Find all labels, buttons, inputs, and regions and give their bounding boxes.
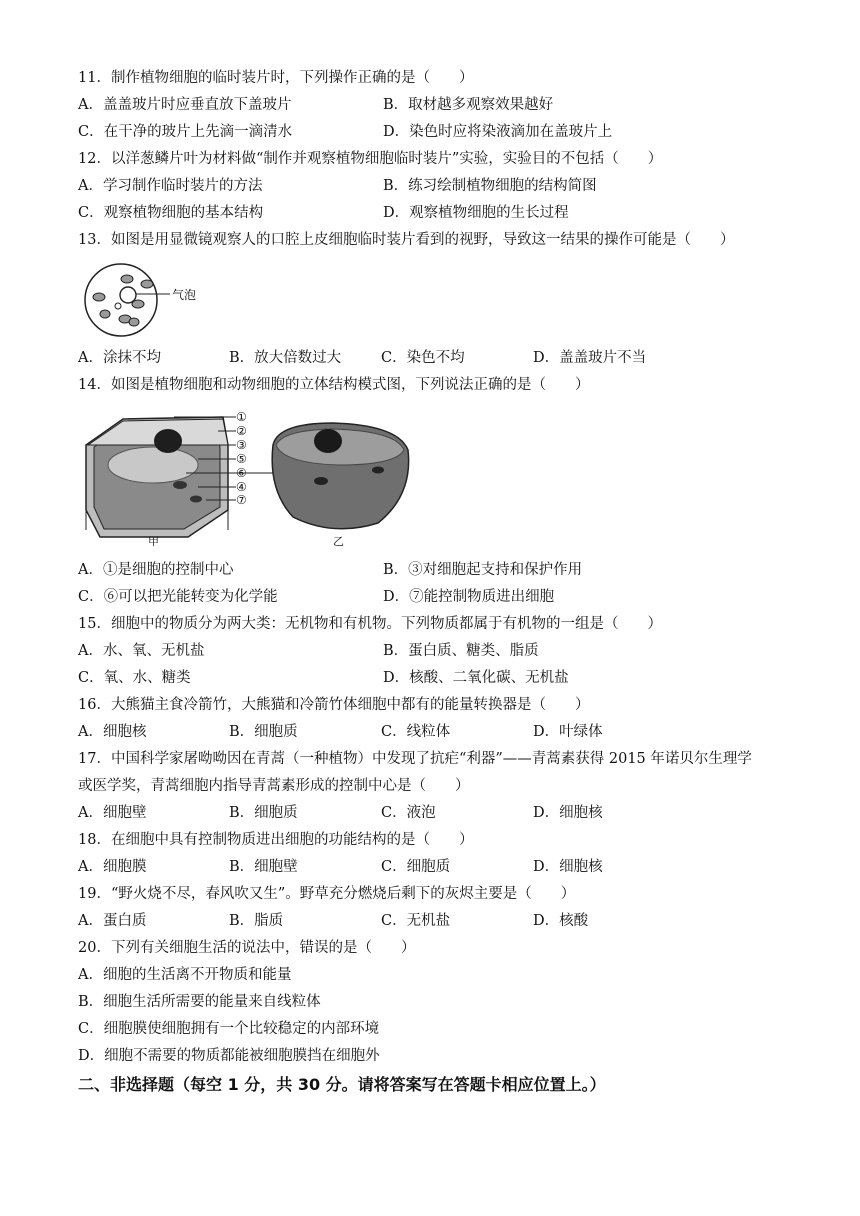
q20-option-b: B．细胞生活所需要的能量来自线粒体	[78, 994, 321, 1010]
q14-option-c: C．⑥可以把光能转变为化学能	[78, 589, 278, 605]
svg-text:⑥: ⑥	[236, 466, 247, 480]
q19-option-c: C．无机盐	[381, 913, 451, 929]
animal-cell-drawing	[272, 423, 408, 529]
q13-option-d: D．盖盖玻片不当	[533, 350, 647, 366]
section-2-heading: 二、非选择题（每空 1 分，共 30 分。请将答案写在答题卡相应位置上。）	[78, 1075, 606, 1094]
svg-text:③: ③	[236, 438, 247, 452]
question-20-stem: 20．下列有关细胞生活的说法中，错误的是（ ）	[78, 940, 416, 956]
q19-option-a: A．蛋白质	[78, 913, 147, 929]
cell-structure-figure	[78, 405, 418, 550]
q12-option-a: A．学习制作临时装片的方法	[78, 178, 263, 194]
q18-option-d: D．细胞核	[533, 859, 603, 875]
question-17-stem-line1: 17．中国科学家屠呦呦因在青蒿（一种植物）中发现了抗疟“利器”——青蒿素获得 2015 年诺贝尔生理学	[78, 751, 752, 767]
q17-option-d: D．细胞核	[533, 805, 603, 821]
q16-option-c: C．线粒体	[381, 724, 451, 740]
plant-cell-drawing	[86, 417, 228, 537]
microscope-field-figure	[78, 262, 208, 342]
bubble-label: 气泡	[172, 288, 197, 302]
svg-text:②: ②	[236, 424, 247, 438]
q20-option-c: C．细胞膜使细胞拥有一个比较稳定的内部环境	[78, 1021, 380, 1037]
q13-option-c: C．染色不均	[381, 350, 465, 366]
q11-option-a: A．盖盖玻片时应垂直放下盖玻片	[78, 97, 292, 113]
q13-option-b: B．放大倍数过大	[229, 350, 342, 366]
q17-option-b: B．细胞质	[229, 805, 298, 821]
q15-option-c: C．氧、水、糖类	[78, 670, 191, 686]
svg-text:⑤: ⑤	[236, 452, 247, 466]
svg-text:①: ①	[236, 410, 247, 424]
q20-option-d: D．细胞不需要的物质都能被细胞膜挡在细胞外	[78, 1048, 380, 1064]
figure-label-yi: 乙	[333, 535, 344, 548]
q17-option-a: A．细胞壁	[78, 805, 147, 821]
q16-option-a: A．细胞核	[78, 724, 147, 740]
svg-text:⑦: ⑦	[236, 493, 247, 507]
q18-option-b: B．细胞壁	[229, 859, 298, 875]
q14-option-b: B．③对细胞起支持和保护作用	[383, 562, 583, 578]
q13-option-a: A．涂抹不均	[78, 350, 161, 366]
q18-option-a: A．细胞膜	[78, 859, 147, 875]
question-18-stem: 18．在细胞中具有控制物质进出细胞的功能结构的是（ ）	[78, 832, 474, 848]
q11-option-d: D．染色时应将染液滴加在盖玻片上	[383, 124, 613, 140]
q20-option-a: A．细胞的生活离不开物质和能量	[78, 967, 292, 983]
question-11-stem: 11．制作植物细胞的临时装片时，下列操作正确的是（ ）	[78, 70, 474, 86]
question-17-stem-line2: 或医学奖，青蒿细胞内指导青蒿素形成的控制中心是（ ）	[78, 778, 470, 794]
q17-option-c: C．液泡	[381, 805, 436, 821]
svg-text:④: ④	[236, 480, 247, 494]
q15-option-b: B．蛋白质、糖类、脂质	[383, 643, 539, 659]
question-15-stem: 15．细胞中的物质分为两大类：无机物和有机物。下列物质都属于有机物的一组是（ ）	[78, 616, 662, 632]
figure-label-jia: 甲	[148, 535, 159, 548]
q15-option-a: A．水、氧、无机盐	[78, 643, 205, 659]
q11-option-b: B．取材越多观察效果越好	[383, 97, 554, 113]
q15-option-d: D．核酸、二氧化碳、无机盐	[383, 670, 569, 686]
q11-option-c: C．在干净的玻片上先滴一滴清水	[78, 124, 293, 140]
question-12-stem: 12．以洋葱鳞片叶为材料做“制作并观察植物细胞临时装片”实验，实验目的不包括（ ）	[78, 151, 663, 167]
question-14-stem: 14．如图是植物细胞和动物细胞的立体结构模式图，下列说法正确的是（ ）	[78, 377, 590, 393]
q19-option-b: B．脂质	[229, 913, 284, 929]
question-16-stem: 16．大熊猫主食冷箭竹，大熊猫和冷箭竹体细胞中都有的能量转换器是（ ）	[78, 697, 590, 713]
q12-option-b: B．练习绘制植物细胞的结构简图	[383, 178, 597, 194]
q18-option-c: C．细胞质	[381, 859, 451, 875]
question-19-stem: 19．“野火烧不尽，春风吹又生”。野草充分燃烧后剩下的灰烬主要是（ ）	[78, 886, 576, 902]
question-13-stem: 13．如图是用显微镜观察人的口腔上皮细胞临时装片看到的视野，导致这一结果的操作可能是（ ）	[78, 232, 735, 248]
q16-option-b: B．细胞质	[229, 724, 298, 740]
q12-option-d: D．观察植物细胞的生长过程	[383, 205, 569, 221]
q16-option-d: D．叶绿体	[533, 724, 603, 740]
q19-option-d: D．核酸	[533, 913, 589, 929]
q14-option-a: A．①是细胞的控制中心	[78, 562, 234, 578]
q14-option-d: D．⑦能控制物质进出细胞	[383, 589, 555, 605]
q12-option-c: C．观察植物细胞的基本结构	[78, 205, 264, 221]
